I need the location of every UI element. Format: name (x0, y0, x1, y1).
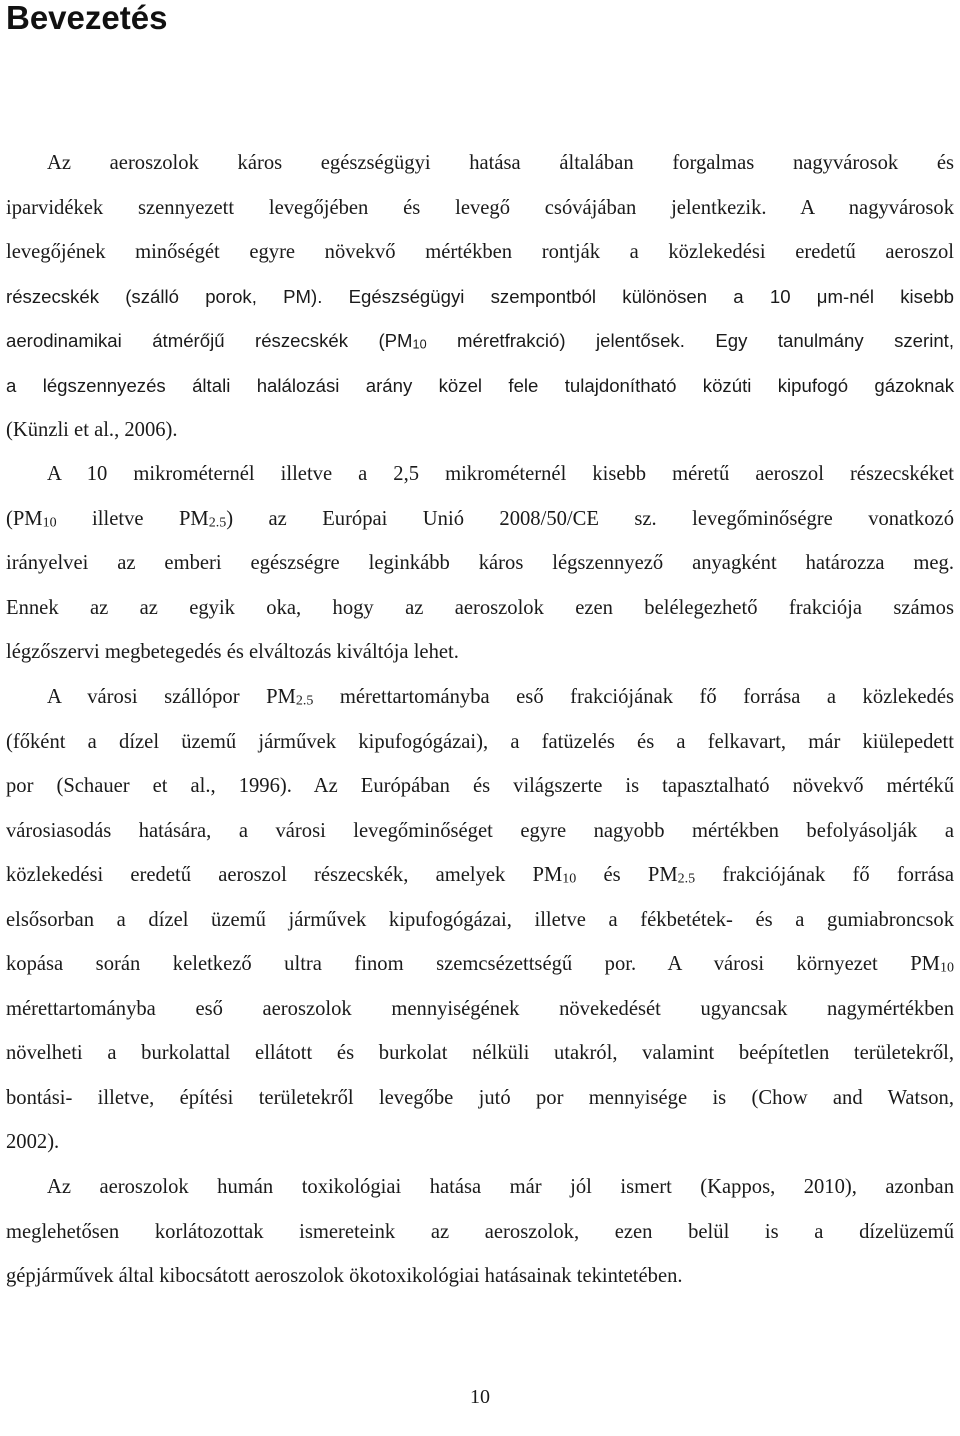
text-run: közlekedési eredetű aeroszol részecskék, amelyek PM (6, 864, 563, 886)
text-line (6, 275, 954, 320)
text-run: növelheti a burkolattal ellátott és burkolat nélküli utakról, valamint beépítetlen területekről, (6, 1042, 954, 1064)
text-run: Az aeroszolok humán toxikológiai hatása már jól ismert (Kappos, 2010), azonban (47, 1176, 954, 1198)
text-line (6, 497, 954, 542)
text-line (6, 141, 954, 186)
subscript: 10 (562, 871, 577, 887)
text-run: mérettartományba eső frakciójának fő forrása a közlekedés (313, 686, 955, 708)
text-line (6, 1031, 954, 1076)
text-run: levegőjének minőségét egyre növekvő mértékben rontják a közlekedési eredetű aeroszol (6, 241, 954, 263)
subscript: 10 (940, 960, 954, 976)
text-run: gépjárművek által kibocsátott aeroszolok ökotoxikológiai hatásainak tekintetében. (6, 1265, 683, 1287)
text-run: aerodinamikai átmérőjű részecskék (PM (6, 330, 413, 351)
text-line (6, 675, 954, 720)
text-run: légzőszervi megbetegedés és elváltozás kiváltója lehet. (6, 641, 459, 663)
text-line (6, 853, 954, 898)
text-run: bontási- illetve, építési területekről levegőbe jutó por mennyisége is (Chow and Watson, (6, 1086, 954, 1109)
text-line (6, 898, 954, 943)
text-run: irányelvei az emberi egészségre leginkább káros légszennyező anyagként határozza meg. (6, 552, 954, 574)
paragraph-1 (6, 141, 954, 453)
text-run: Az aeroszolok káros egészségügyi hatása általában forgalmas nagyvárosok és (47, 152, 954, 174)
text-run: meglehetősen korlátozottak ismereteink az aeroszolok, ezen belül is a dízelüzemű (6, 1220, 954, 1243)
text-line (6, 364, 954, 409)
text-line (6, 1076, 954, 1121)
text-line (6, 942, 954, 987)
text-line (6, 987, 954, 1032)
paragraph-2 (6, 452, 954, 675)
text-run: (Künzli et al., 2006). (6, 419, 178, 441)
text-run: por (Schauer et al., 1996). Az Európában és világszerte is tapasztalható növekvő mértékű (6, 775, 954, 797)
text-line (6, 586, 954, 631)
text-line (6, 1120, 954, 1165)
text-line (6, 809, 954, 854)
text-run: városiasodás hatására, a városi levegőminőséget egyre nagyobb mértékben befolyásolják a (6, 819, 954, 842)
text-run: (PM (6, 507, 43, 530)
text-run: illetve PM (56, 507, 209, 530)
text-run: a légszennyezés általi halálozási arány közel fele tulajdonítható közúti kipufogó gázoknak (6, 374, 954, 396)
paragraph-3 (6, 675, 954, 1165)
text-line (6, 230, 954, 275)
text-run: ) az Európai Unió 2008/50/CE sz. levegőminőségre vonatkozó (226, 507, 954, 530)
text-line (6, 408, 954, 453)
subscript: 10 (412, 337, 427, 352)
text-line (6, 1254, 954, 1299)
paragraph-4 (6, 1165, 954, 1299)
text-run: méretfrakció) jelentősek. Egy tanulmány szerint, (426, 330, 954, 351)
subscript: 10 (42, 515, 57, 531)
text-run: elsősorban a dízel üzemű járművek kipufogógázai, illetve a fékbetétek- és a gumiabroncsok (6, 908, 954, 931)
text-run: (főként a dízel üzemű járművek kipufogógázai), a fatüzelés és a felkavart, már kiülepedett (6, 730, 954, 753)
text-line (6, 1210, 954, 1255)
text-run: 2002). (6, 1131, 60, 1153)
text-run: Ennek az az egyik oka, hogy az aeroszolok ezen belélegezhető frakciója számos (6, 596, 954, 619)
text-run: iparvidékek szennyezett levegőjében és levegő csóvájában jelentkezik. A nagyvárosok (6, 196, 954, 219)
text-line (6, 452, 954, 497)
text-line (6, 541, 954, 586)
page-number: 10 (470, 1386, 490, 1408)
text-line (6, 764, 954, 809)
text-run: frakciójának fő forrása (695, 864, 954, 886)
text-line (6, 1165, 954, 1210)
subscript: 2.5 (677, 871, 696, 887)
text-line (6, 720, 954, 765)
text-run: és PM (576, 864, 678, 886)
text-line (6, 186, 954, 231)
text-run: kopása során keletkező ultra finom szemcsézettségű por. A városi környezet PM (6, 953, 940, 975)
section-heading: Bevezetés (6, 0, 168, 36)
text-run: részecskék (szálló porok, PM). Egészségügyi szempontból különösen a 10 μm-nél kisebb (6, 285, 954, 307)
text-run: A városi szállópor PM (47, 686, 296, 708)
text-run: A 10 mikrométernél illetve a 2,5 mikrométernél kisebb méretű aeroszol részecskéket (47, 463, 954, 485)
text-line (6, 630, 954, 675)
subscript: 2.5 (295, 693, 314, 709)
text-line (6, 319, 954, 364)
subscript: 2.5 (208, 515, 227, 531)
text-run: mérettartományba eső aeroszolok mennyiségének növekedését ugyancsak nagymértékben (6, 997, 954, 1020)
